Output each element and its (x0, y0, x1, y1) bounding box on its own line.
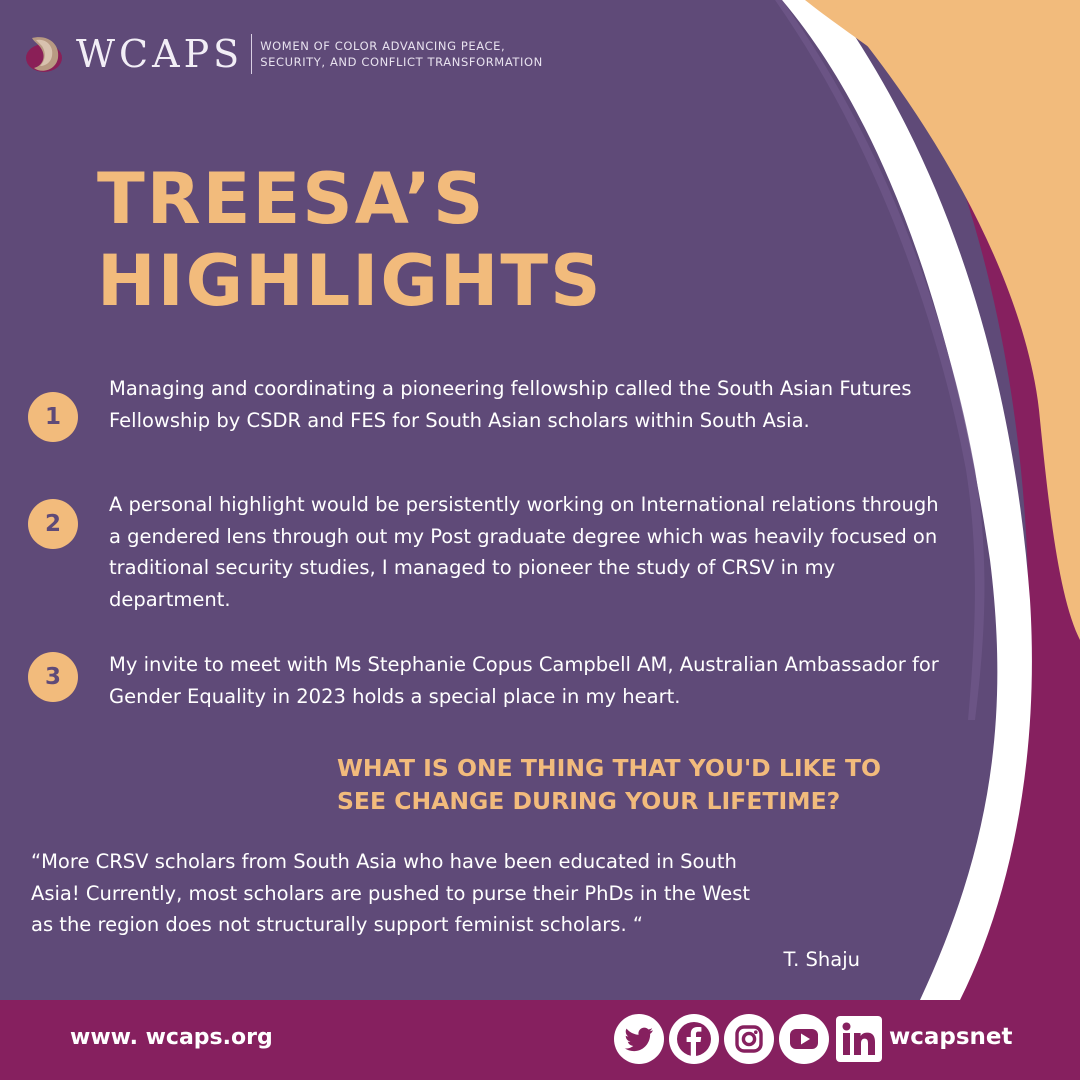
highlight-text: A personal highlight would be persistently working on International relations through a gendered lens through out my Post graduate degree which was heavily focused on traditional security studies, I managed to pioneer the study of CRSV in my department. (109, 493, 939, 611)
brand-tagline (260, 38, 543, 70)
wcaps-logo (22, 28, 543, 80)
tagline-line: WOMEN OF COLOR ADVANCING PEACE, (260, 39, 506, 53)
quote-text (31, 846, 871, 941)
logo-divider (251, 34, 252, 74)
tagline-line: SECURITY, AND CONFLICT TRANSFORMATION (260, 55, 543, 69)
twitter-icon[interactable] (614, 1014, 664, 1064)
footer-bar (0, 1000, 1080, 1080)
social-icons (614, 1014, 889, 1064)
title-line: HIGHLIGHTS (97, 240, 603, 322)
facebook-icon[interactable] (669, 1014, 719, 1064)
question-line: SEE CHANGE DURING YOUR LIFETIME? (337, 787, 841, 815)
question-heading (337, 752, 937, 818)
profile-silhouette-icon (22, 30, 70, 78)
linkedin-icon[interactable] (834, 1014, 884, 1064)
instagram-icon[interactable] (724, 1014, 774, 1064)
youtube-icon[interactable] (779, 1014, 829, 1064)
social-handle[interactable]: wcapsnet (889, 1024, 1013, 1050)
quote-line: as the region does not structurally support feminist scholars. “ (31, 913, 643, 936)
website-link[interactable]: www. wcaps.org (70, 1025, 273, 1050)
page-title (97, 158, 603, 322)
quote-line: “More CRSV scholars from South Asia who have been educated in South (31, 850, 737, 873)
number-badge: 1 (28, 392, 78, 442)
highlight-text: My invite to meet with Ms Stephanie Copus Campbell AM, Australian Ambassador for Gender Equality in 2023 holds a special place in my heart. (109, 653, 939, 708)
quote-line: Asia! Currently, most scholars are pushed to purse their PhDs in the West (31, 881, 751, 905)
title-line: TREESA’S (97, 158, 486, 240)
number-badge: 3 (28, 652, 78, 702)
number-badge: 2 (28, 499, 78, 549)
question-line: WHAT IS ONE THING THAT YOU'D LIKE TO (337, 754, 882, 782)
brand-name: WCAPS (76, 32, 244, 76)
highlight-text: Managing and coordinating a pioneering fellowship called the South Asian Futures Fellowship by CSDR and FES for South Asian scholars within South Asia. (109, 377, 912, 432)
quote-author: T. Shaju (783, 948, 860, 971)
